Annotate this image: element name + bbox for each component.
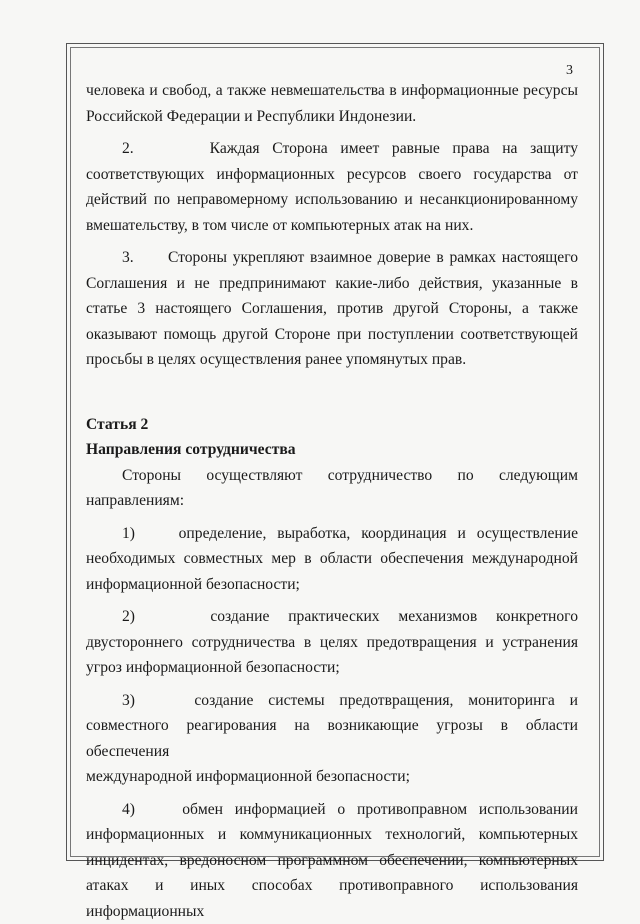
list-item-line: совместного реагирования на возникающие угрозы в области обеспечения — [86, 717, 578, 760]
list-item-line: 3) создание системы предотвращения, мониторинга и — [122, 691, 578, 709]
list-item-line: атаках и иных способах противоправного использования информационных — [86, 877, 578, 920]
list-item-line: информационной безопасности; — [86, 575, 300, 593]
text-line: 2. Каждая Сторона имеет равные права на защиту — [122, 140, 578, 157]
text-line: действий по неправомерному использованию и несанкционированному — [86, 191, 578, 208]
list-item-line: двустороннего сотрудничества в целях предотвращения и устранения — [86, 633, 578, 651]
article-title: Статья 2 — [86, 415, 149, 433]
list-item-line: международной информационной безопасности; — [86, 768, 410, 785]
article-subtitle: Направления сотрудничества — [86, 441, 296, 458]
list-item-line: 4) обмен информацией о противоправном использовании — [122, 800, 578, 818]
list-item-line: 1) определение, выработка, координация и осуществление — [122, 524, 578, 542]
text-line: вмешательству, в том числе от компьютерных атак на них. — [86, 216, 474, 234]
text-line: человека и свобод, а также невмешательства в информационные ресурсы — [86, 82, 578, 99]
document-body — [86, 78, 578, 924]
text-line: статье 3 настоящего Соглашения, против другой Стороны, а также — [86, 300, 578, 317]
text-line: Соглашения и не предпринимают какие-либо действия, указанные в — [86, 274, 578, 292]
text-line: Стороны осуществляют сотрудничество по следующим — [122, 466, 578, 484]
list-item-line: инцидентах, вредоносном программном обеспечении, компьютерных — [86, 851, 578, 869]
list-item-line: информационных и коммуникационных технологий, компьютерных — [86, 826, 578, 843]
text-line: Российской Федерации и Республики Индонезии. — [86, 107, 417, 125]
text-line: просьбы в целях осуществления ранее упомянутых прав. — [86, 351, 467, 368]
list-item-line: 2) создание практических механизмов конкретного — [122, 608, 578, 625]
text-line: направлениям: — [86, 492, 185, 509]
page-number: 3 — [566, 63, 573, 78]
text-line: 3. Стороны укрепляют взаимное доверие в рамках настоящего — [122, 249, 578, 266]
text-line: соответствующих информационных ресурсов своего государства от — [86, 165, 578, 183]
list-item-line: необходимых совместных мер в области обеспечения международной — [86, 550, 578, 567]
text-line: оказывают помощь другой Стороне при поступлении соответствующей — [86, 325, 578, 343]
list-item-line: угроз информационной безопасности; — [86, 659, 340, 676]
